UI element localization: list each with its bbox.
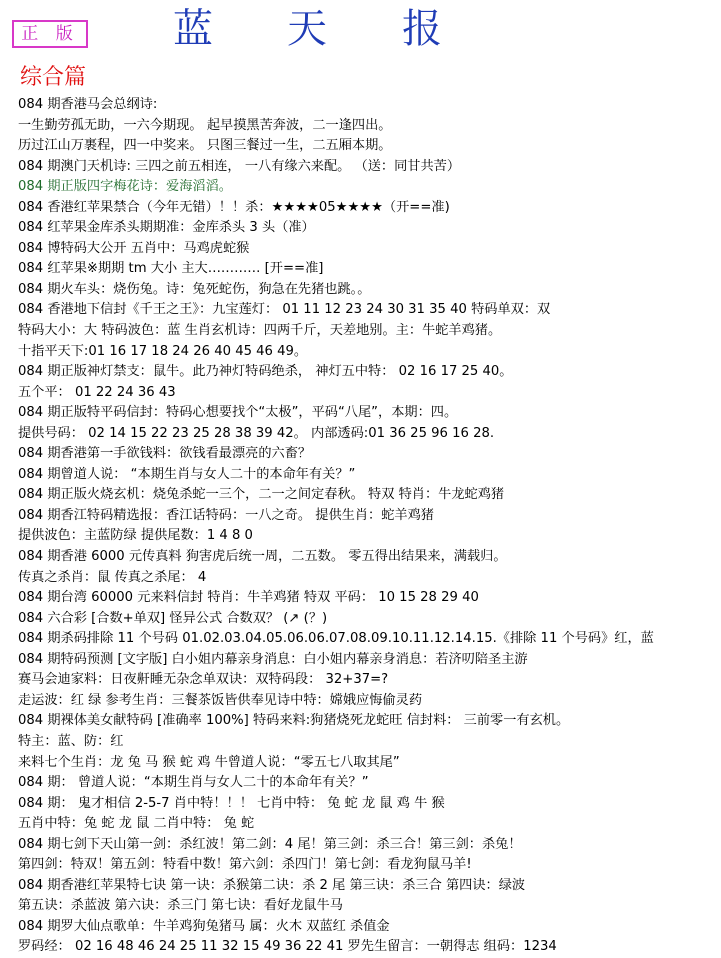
text-line: 084 六合彩 [合数+单双] 怪异公式 合数双？ (↗ (？) [18, 610, 328, 626]
text-line: 084 期正版火烧玄机：烧兔杀蛇一三个，二一之间定春秋。 特双 特肖：牛龙蛇鸡猪 [18, 487, 505, 503]
text-line: 084 期七剑下天山第一剑：杀红波！第二剑：4 尾！第三剑：杀三合！第三剑：杀兔！ [18, 836, 522, 852]
text-line: 提供号码： 02 14 15 22 23 25 28 38 39 42。 内部透码:01 36 25 96 16 28. [18, 425, 495, 441]
text-line: 084 期杀码排除 11 个号码 01.02.03.04.05.06.06.07.08.09.10.11.12.14.15.《排除 11 个号码》红，蓝 [18, 631, 654, 647]
text-line: 特主：蓝、防：红 [18, 733, 124, 749]
text-line: 五肖中特：兔 蛇 龙 鼠 二肖中特： 兔 蛇 [18, 816, 255, 832]
text-line: 第四剑：特双！第五剑：特看中数！第六剑：杀四门！第七剑：看龙狗鼠马羊! [18, 857, 472, 873]
text-line: 084 期香港马会总纲诗: [18, 97, 158, 112]
text-line: 传真之杀肖：鼠 传真之杀尾： 4 [18, 569, 207, 585]
text-line: 084 期正版四字梅花诗：爱海滔滔。 [18, 179, 232, 195]
genuine-edition-badge: 正 版 [12, 20, 88, 48]
text-line: 084 期曾道人说： “本期生肖与女人二十的本命年有关？” [18, 466, 356, 482]
text-line: 084 博特码大公开 五肖中：马鸡虎蛇猴 [18, 240, 250, 256]
text-line: 特码大小：大 特码波色：蓝 生肖玄机诗：四两千斤，天差地别。主：牛蛇羊鸡猪。 [18, 323, 502, 339]
text-line: 084 期正版神灯禁支：鼠牛。此乃神灯特码绝杀， 神灯五中特： 02 16 17 25 40。 [18, 364, 513, 380]
masthead-char-2: 天 [287, 6, 327, 52]
text-line: 084 期： 鬼才相信 2-5-7 肖中特！！！ 七肖中特： 兔 蛇 龙 鼠 鸡 牛 猴 [18, 795, 445, 811]
text-line: 084 期罗大仙点歌单：牛羊鸡狗兔猪马 属：火木 双蓝红 杀值金 [18, 918, 390, 934]
text-line: 084 红苹果※期期 tm 大小 主大………… [开==准] [18, 261, 324, 277]
text-line: 历过江山万裹程，四一中奖来。 只图三餐过一生，二五厢本期。 [18, 138, 392, 154]
text-line: 来料七个生肖：龙 兔 马 猴 蛇 鸡 牛曾道人说：“零五七八取其尾” [18, 754, 400, 770]
text-line: 084 期特码预测 [文字版] 白小姐内幕亲身消息：白小姐内幕亲身消息：若济叨陪圣主游 [18, 651, 528, 667]
text-line: 十指平天下:01 16 17 18 24 26 40 45 46 49。 [18, 343, 308, 359]
text-line: 084 期澳门天机诗: 三四之前五相连， 一八有缘六来配。 （送：同甘共苦） [18, 158, 461, 174]
text-line: 提供波色：主蓝防绿 提供尾数：1 4 8 0 [18, 528, 253, 544]
text-line: 084 香港红苹果禁合（今年无错）！！杀：★★★★05★★★★（开==准) [18, 199, 450, 215]
masthead-char-3: 报 [402, 6, 442, 52]
text-line: 084 期正版特平码信封：特码心想要找个“太极”，平码“八尾”，本期：四。 [18, 405, 458, 421]
text-line: 赛马会迪家料：日夜鼾睡无杂念单双诀：双特码段： 32+37=? [18, 672, 389, 688]
text-line: 第五诀：杀蓝波 第六诀：杀三门 第七诀：看好龙鼠牛马 [18, 898, 343, 914]
article-body [18, 95, 718, 958]
masthead-char-1: 蓝 [173, 6, 213, 52]
text-line: 084 香港地下信封《千王之王》：九宝莲灯： 01 11 12 23 24 30 31 35 40 特码单双：双 [18, 302, 551, 318]
text-line: 走运波：红 绿 参考生肖：三餐茶饭皆供奉见诗中特：嫦娥应悔偷灵药 [18, 692, 423, 708]
text-line: 084 期台湾 60000 元来料信封 特肖：牛羊鸡猪 特双 平码： 10 15 28 29 40 [18, 590, 479, 606]
text-line: 084 期裸体美女献特码 [准确率 100%] 特码来料:狗猪烧死龙蛇旺 信封料： 三前零一有玄机。 [18, 713, 570, 729]
text-line: 084 期火车头：烧伤兔。诗：兔死蛇伤，狗急在先猪也跳。。 [18, 281, 371, 297]
text-line: 084 期香江特码精选报：香江话特码：一八之奇。 提供生肖：蛇羊鸡猪 [18, 507, 434, 523]
text-line: 084 期： 曾道人说：“本期生肖与女人二十的本命年有关？” [18, 775, 369, 791]
text-line: 五个平： 01 22 24 36 43 [18, 384, 176, 400]
text-line: 084 期香港 6000 元传真料 狗害虎后统一周，二五数。 零五得出结果来，满载归。 [18, 549, 507, 565]
text-line: 084 期香港第一手欲钱料：欲钱看最漂亮的六畜？ [18, 446, 312, 462]
text-line: 084 期香港红苹果特七诀 第一诀：杀猴第二诀：杀 2 尾 第三诀：杀三合 第四诀：绿波 [18, 877, 526, 893]
text-line: 084 红苹果金库杀头期期准：金库杀头 3 头（准） [18, 220, 315, 236]
text-line: 罗码经： 02 16 48 46 24 25 11 32 15 49 36 22 41 罗先生留言：一朝得志 组码：1234 [18, 939, 557, 955]
section-title: 综合篇 [20, 65, 87, 90]
text-line: 一生勤劳孤无助，一六今期现。 起早摸黑苦奔波，二一逢四出。 [18, 117, 392, 133]
